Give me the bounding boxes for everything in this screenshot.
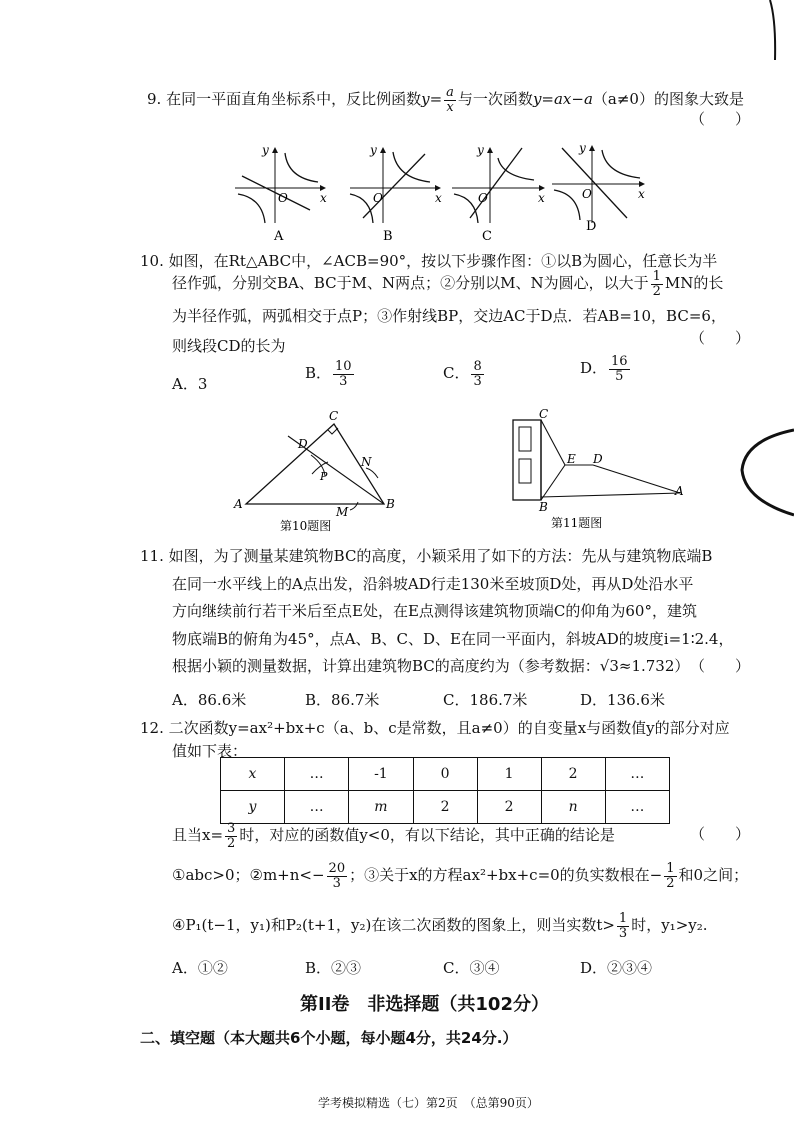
table-cell: x bbox=[221, 758, 285, 791]
fig10-b: B bbox=[386, 497, 395, 511]
q9-graphs bbox=[230, 138, 650, 243]
fig11-c: C bbox=[539, 407, 549, 421]
table-cell: … bbox=[605, 758, 669, 791]
table-cell: 0 bbox=[413, 758, 477, 791]
q9-graph-b-x: x bbox=[435, 191, 442, 205]
q9-graph-d bbox=[552, 141, 645, 234]
q10-option-d: D． $\frac{16}{5}$ bbox=[580, 354, 628, 384]
q11-number: 11. bbox=[140, 547, 164, 565]
q9-text-b: 与一次函数 bbox=[457, 90, 533, 109]
q9-graph-b-y: y bbox=[370, 143, 377, 157]
q9-graph-d-label: D bbox=[586, 219, 597, 234]
q9-graph-b bbox=[350, 143, 442, 243]
table-cell: 1 bbox=[477, 758, 541, 791]
q9-graph-c-y: y bbox=[477, 143, 484, 157]
q12-option-b: B．②③ bbox=[305, 959, 362, 977]
table-cell: n bbox=[541, 791, 605, 824]
table-row bbox=[221, 791, 670, 824]
table-cell: … bbox=[605, 791, 669, 824]
q9-graph-c bbox=[452, 143, 545, 243]
q12-line3: 且当x= $\frac{3}{2}$ 时，对应的函数值y<0，有以下结论，其中正确的结论是 bbox=[172, 821, 615, 851]
q9-condition: （a≠0）的图象大致是 bbox=[592, 90, 744, 109]
q11-line2: 在同一水平线上的A点出发，沿斜坡AD行走130米至坡顶D处，再从D处沿水平 bbox=[172, 575, 694, 593]
q9-graph-b-label: B bbox=[383, 229, 393, 243]
q12-line1: 12. 二次函数y=ax²+bx+c（a、b、c是常数，且a≠0）的自变量x与函数值y的部分对应 bbox=[140, 719, 730, 737]
fig11-a: A bbox=[675, 484, 684, 498]
table-row bbox=[221, 758, 670, 791]
q9-graph-d-o: O bbox=[582, 187, 592, 201]
q11-option-b: B．86.7米 bbox=[305, 691, 380, 709]
q11-option-d: D．136.6米 bbox=[580, 691, 665, 709]
fig10-p: P bbox=[320, 470, 328, 483]
q9-graph-d-x: x bbox=[638, 187, 645, 201]
q10-line3: 为半径作弧，两弧相交于点P；③作射线BP，交边AC于D点．若AB=10，BC=6， bbox=[172, 307, 726, 325]
table-cell: y bbox=[221, 791, 285, 824]
table-cell: 2 bbox=[541, 758, 605, 791]
q12-option-a: A．①② bbox=[172, 959, 228, 977]
fig10 bbox=[228, 410, 408, 535]
q9-stem bbox=[147, 86, 744, 114]
q12-line4: ①abc>0；②m+n<− $\frac{20}{3}$ ；③关于x的方程ax²+bx+c=0的负实数根在− $\frac{1}{2}$ 和0之间； bbox=[172, 861, 749, 891]
table-cell: … bbox=[284, 758, 348, 791]
table-cell: m bbox=[349, 791, 413, 824]
q9-graph-a bbox=[235, 143, 327, 243]
q9-graph-c-label: C bbox=[482, 229, 492, 243]
q9-func2: y=ax−a bbox=[532, 90, 593, 109]
q9-number: 9. bbox=[147, 90, 162, 109]
fig10-c: C bbox=[329, 410, 339, 423]
q11-answer-paren: （ ） bbox=[690, 657, 751, 675]
q10-option-c: C． $\frac{8}{3}$ bbox=[443, 359, 482, 389]
q10-line4: 则线段CD的长为 bbox=[172, 337, 286, 355]
fig11-b: B bbox=[539, 500, 548, 514]
q12-value-table bbox=[220, 757, 670, 824]
table-cell: 2 bbox=[413, 791, 477, 824]
q11-line5: 根据小颖的测量数据，计算出建筑物BC的高度约为（参考数据：√3≈1.732） bbox=[172, 657, 690, 675]
fig10-a: A bbox=[234, 497, 243, 511]
q10-option-b: B． $\frac{10}{3}$ bbox=[305, 359, 352, 389]
q10-answer-paren: （ ） bbox=[690, 329, 751, 347]
q9-graph-a-x: x bbox=[320, 191, 327, 205]
q9-graph-a-y: y bbox=[262, 143, 269, 157]
fig11-caption: 第11题图 bbox=[551, 516, 603, 530]
q9-func1-lhs: y= bbox=[421, 90, 443, 109]
q12-line2: 值如下表： bbox=[172, 742, 248, 760]
q11-line1: 11. 如图，为了测量某建筑物BC的高度，小颖采用了如下的方法：先从与建筑物底端B bbox=[140, 547, 713, 565]
q9-graph-a-label: A bbox=[274, 229, 284, 243]
q9-graph-c-o: O bbox=[478, 191, 488, 205]
fig10-m: M bbox=[336, 505, 349, 519]
fig11-e: E bbox=[567, 452, 576, 466]
q9-graph-b-o: O bbox=[373, 191, 383, 205]
q10-half-fraction: $\frac{1}{2}$ bbox=[652, 269, 661, 299]
q11-option-c: C．186.7米 bbox=[443, 691, 528, 709]
q12-answer-paren: （ ） bbox=[690, 825, 751, 843]
table-cell: 2 bbox=[477, 791, 541, 824]
q12-option-d: D．②③④ bbox=[580, 959, 653, 977]
q11-option-a: A．86.6米 bbox=[172, 691, 247, 709]
fig10-d: D bbox=[298, 437, 308, 451]
fig11 bbox=[505, 405, 695, 530]
fig10-caption: 第10题图 bbox=[280, 519, 332, 533]
q9-func1-fraction: $\frac{a}{x}$ bbox=[446, 85, 454, 115]
page-footer: 学考模拟精选（七）第2页 （总第90页） bbox=[318, 1096, 539, 1110]
section-fill-blank: 二、填空题（本大题共6个小题，每小题4分，共24分.） bbox=[140, 1029, 518, 1047]
q12-number: 12. bbox=[140, 719, 164, 737]
q11-line3: 方向继续前行若干米后至点E处，在E点测得该建筑物顶端C的仰角为60°，建筑 bbox=[172, 602, 697, 620]
q9-graph-c-x: x bbox=[538, 191, 545, 205]
q12-option-c: C．③④ bbox=[443, 959, 500, 977]
q10-line1: 10. 如图，在Rt△ABC中，∠ACB=90°，按以下步骤作图：①以B为圆心，任意长为半 bbox=[140, 252, 718, 270]
q10-number: 10. bbox=[140, 252, 164, 270]
q9-text-a: 在同一平面直角坐标系中，反比例函数 bbox=[166, 90, 422, 109]
fig10-n: N bbox=[361, 455, 372, 469]
q11-line4: 物底端B的俯角为45°，点A、B、C、D、E在同一平面内，斜坡AD的坡度i=1∶2.4， bbox=[172, 630, 734, 648]
q9-graph-a-o: O bbox=[278, 191, 288, 205]
q9-graph-d-y: y bbox=[579, 141, 586, 155]
q12-line5: ④P₁(t−1，y₁)和P₂(t+1，y₂)在该二次函数的图象上，则当实数t> $\frac{1}{3}$ 时，y₁>y₂. bbox=[172, 911, 708, 941]
part2-title: 第II卷 非选择题（共102分） bbox=[300, 994, 549, 1015]
fig11-d: D bbox=[593, 452, 603, 466]
table-cell: -1 bbox=[349, 758, 413, 791]
q10-option-a: A．3 bbox=[172, 375, 208, 393]
table-cell: … bbox=[284, 791, 348, 824]
q10-line2: 径作弧，分别交BA、BC于M、N两点；②分别以M、N为圆心，以大于 $\frac{1}{2}$ MN的长 bbox=[172, 269, 724, 299]
q9-answer-paren: （ ） bbox=[690, 110, 751, 128]
